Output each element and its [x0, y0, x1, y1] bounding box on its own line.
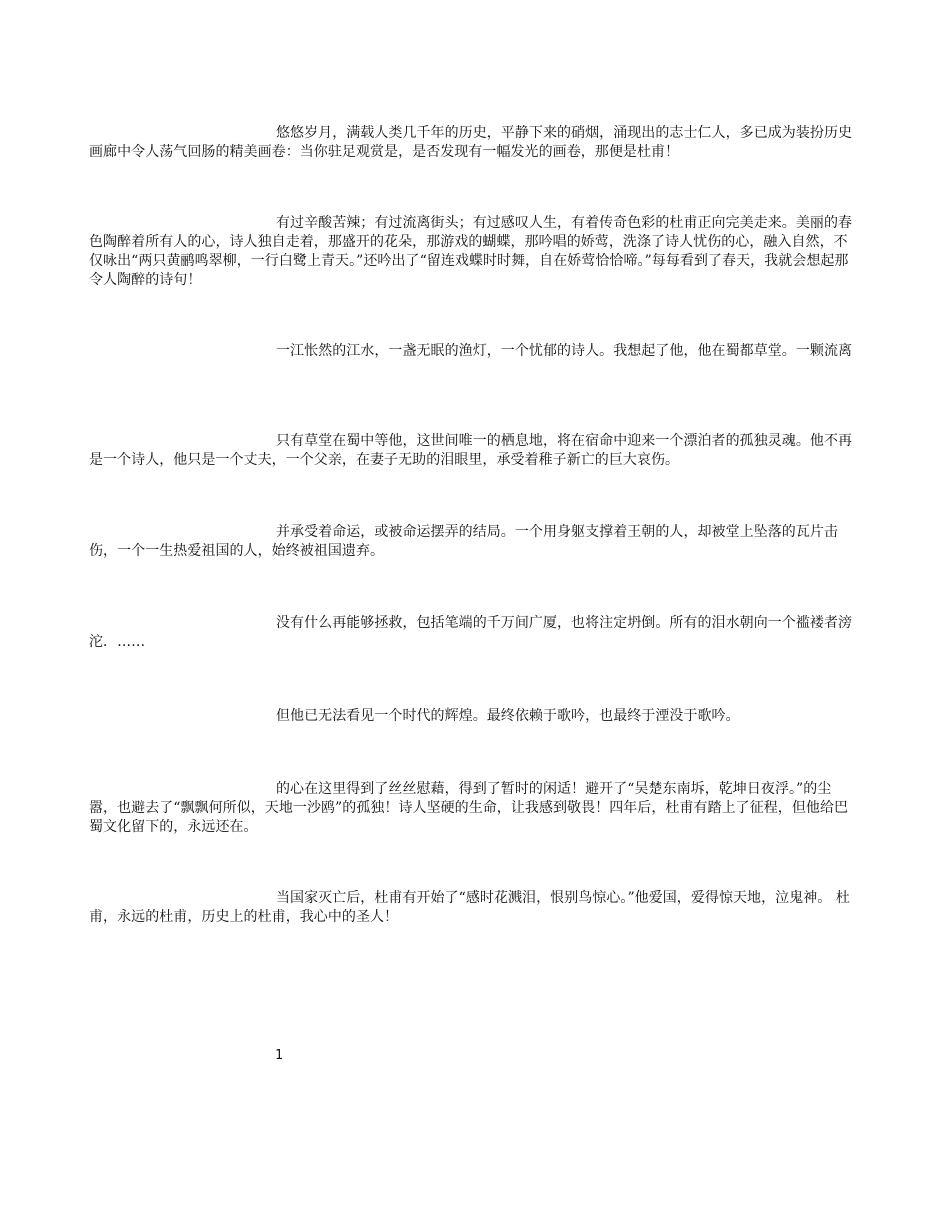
paragraph-4: 只有草堂在蜀中等他，这世间唯一的栖息地，将在宿命中迎来一个漂泊者的孤独灵魂。他不再是一个诗人，他只是一个丈夫，一个父亲，在妻子无助的泪眼里，承受着稚子新亡的巨大哀伤。: [89, 433, 853, 468]
paragraph-9: 当国家灭亡后，杜甫有开始了“感时花溅泪，恨别鸟惊心。”他爱国，爱得惊天地，泣鬼神。 杜甫，永远的杜甫，历史上的杜甫，我心中的圣人！: [89, 890, 850, 925]
paragraph-5: 并承受着命运，或被命运摆弄的结局。一个用身躯支撑着王朝的人，却被堂上坠落的瓦片击伤，一个一生热爱祖国的人，始终被祖国遗弃。: [89, 524, 838, 559]
paragraph-6: 没有什么再能够拯救，包括笔端的千万间广厦，也将注定坍倒。所有的泪水朝向一个褴褛者滂沱．……: [89, 615, 853, 650]
paragraph-1: 悠悠岁月，满载人类几千年的历史，平静下来的硝烟，涌现出的志士仁人，多已成为装扮历史画廊中令人荡气回肠的精美画卷：当你驻足观赏是，是否发现有一幅发光的画卷，那便是杜甫！: [89, 125, 853, 160]
paragraph-8: 的心在这里得到了丝丝慰藉，得到了暂时的闲适！避开了“吴楚东南坼，乾坤日夜浮。”的尘嚣，也避去了“飘飘何所似，天地一沙鸥”的孤独！诗人坚硬的生命，让我感到敬畏！四年后，杜甫有踏上了征程，但他给巴蜀文化留下的，永远还在。: [89, 781, 849, 835]
page-number: 1: [275, 1048, 283, 1063]
paragraph-3: 一江怅然的江水，一盏无眠的渔灯，一个忧郁的诗人。我想起了他，他在蜀都草堂。一颗流离: [276, 343, 853, 359]
paragraph-2: 有过辛酸苦辣；有过流离街头；有过感叹人生，有着传奇色彩的杜甫正向完美走来。美丽的春色陶醉着所有人的心，诗人独自走着，那盛开的花朵，那游戏的蝴蝶，那吟唱的娇莺，洗涤了诗人忧伤的心，融入自然，不仅咏出“两只黄鹂鸣翠柳，一行白鹭上青天。”还吟出了“留连戏蝶时时舞，自在娇莺恰恰啼。”每每看到了春天，我就会想起那令人陶醉的诗句！: [89, 215, 853, 288]
paragraph-7: 但他已无法看见一个时代的辉煌。最终依赖于歌吟，也最终于湮没于歌吟。: [276, 708, 740, 724]
